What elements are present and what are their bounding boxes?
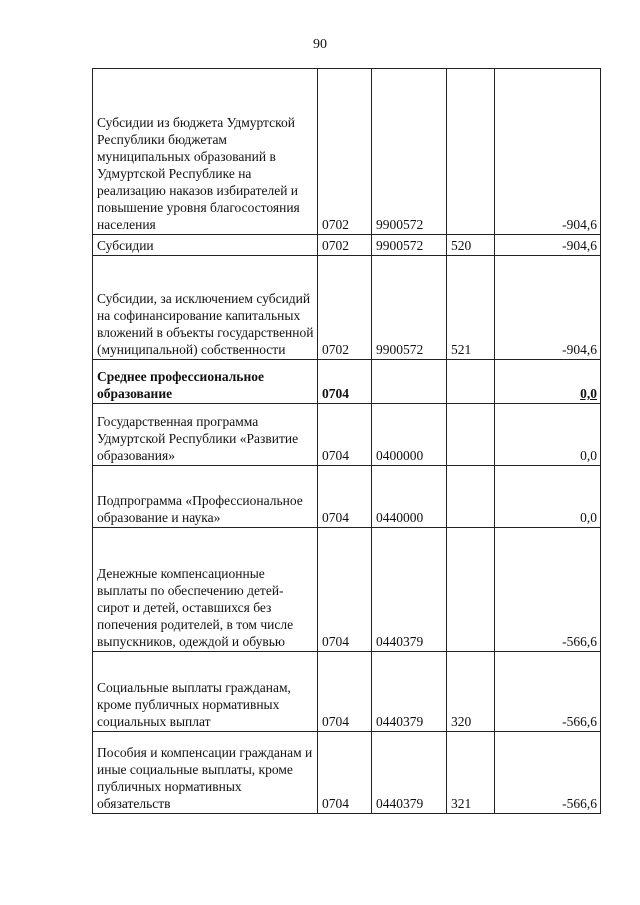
row-section: 0702 (318, 69, 372, 235)
row-kind: 320 (447, 652, 495, 732)
row-section: 0704 (318, 466, 372, 528)
row-section: 0704 (318, 528, 372, 652)
table-row (93, 404, 601, 466)
row-target: 0400000 (372, 404, 447, 466)
row-section: 0704 (318, 360, 372, 404)
row-name: Пособия и компенсации гражданам и иные социальные выплаты, кроме публичных нормативных обязательств (93, 732, 318, 814)
row-section: 0704 (318, 404, 372, 466)
page-number: 90 (313, 37, 327, 52)
row-name: Подпрограмма «Профессиональное образование и наука» (93, 466, 318, 528)
row-section: 0704 (318, 652, 372, 732)
row-sum: -904,6 (495, 235, 601, 256)
row-sum: 0,0 (495, 404, 601, 466)
row-section: 0702 (318, 256, 372, 360)
table-row (93, 69, 601, 235)
table-row (93, 360, 601, 404)
row-kind (447, 404, 495, 466)
row-name: Денежные компенсационные выплаты по обеспечению детей-сирот и детей, оставшихся без попечения родителей, в том числе выпускников, одеждой и обувью (93, 528, 318, 652)
row-target: 0440000 (372, 466, 447, 528)
row-kind: 521 (447, 256, 495, 360)
row-kind: 321 (447, 732, 495, 814)
budget-table (92, 68, 601, 814)
row-name: Субсидии (93, 235, 318, 256)
row-section: 0702 (318, 235, 372, 256)
row-section: 0704 (318, 732, 372, 814)
row-target (372, 360, 447, 404)
row-name: Социальные выплаты гражданам, кроме публичных нормативных социальных выплат (93, 652, 318, 732)
row-sum: -566,6 (495, 652, 601, 732)
row-target: 9900572 (372, 256, 447, 360)
row-target: 0440379 (372, 732, 447, 814)
row-kind: 520 (447, 235, 495, 256)
row-kind (447, 466, 495, 528)
row-target: 9900572 (372, 235, 447, 256)
row-target: 0440379 (372, 652, 447, 732)
row-target: 9900572 (372, 69, 447, 235)
row-sum: -904,6 (495, 69, 601, 235)
row-sum: -566,6 (495, 732, 601, 814)
row-kind (447, 69, 495, 235)
table-row (93, 732, 601, 814)
row-kind (447, 360, 495, 404)
table-row (93, 652, 601, 732)
row-sum: -566,6 (495, 528, 601, 652)
table-row (93, 528, 601, 652)
row-sum: 0,0 (495, 466, 601, 528)
row-name: Государственная программа Удмуртской Республики «Развитие образования» (93, 404, 318, 466)
row-name: Среднее профессиональное образование (93, 360, 318, 404)
row-sum: -904,6 (495, 256, 601, 360)
table-row (93, 256, 601, 360)
table-row (93, 235, 601, 256)
row-sum: 0,0 (495, 360, 601, 404)
row-kind (447, 528, 495, 652)
table-row (93, 466, 601, 528)
row-name: Субсидии из бюджета Удмуртской Республики бюджетам муниципальных образований в Удмуртской Республике на реализацию наказов избирателей и повышение уровня благосостояния населения (93, 69, 318, 235)
row-name: Субсидии, за исключением субсидий на софинансирование капитальных вложений в объекты государственной (муниципальной) собственности (93, 256, 318, 360)
row-target: 0440379 (372, 528, 447, 652)
